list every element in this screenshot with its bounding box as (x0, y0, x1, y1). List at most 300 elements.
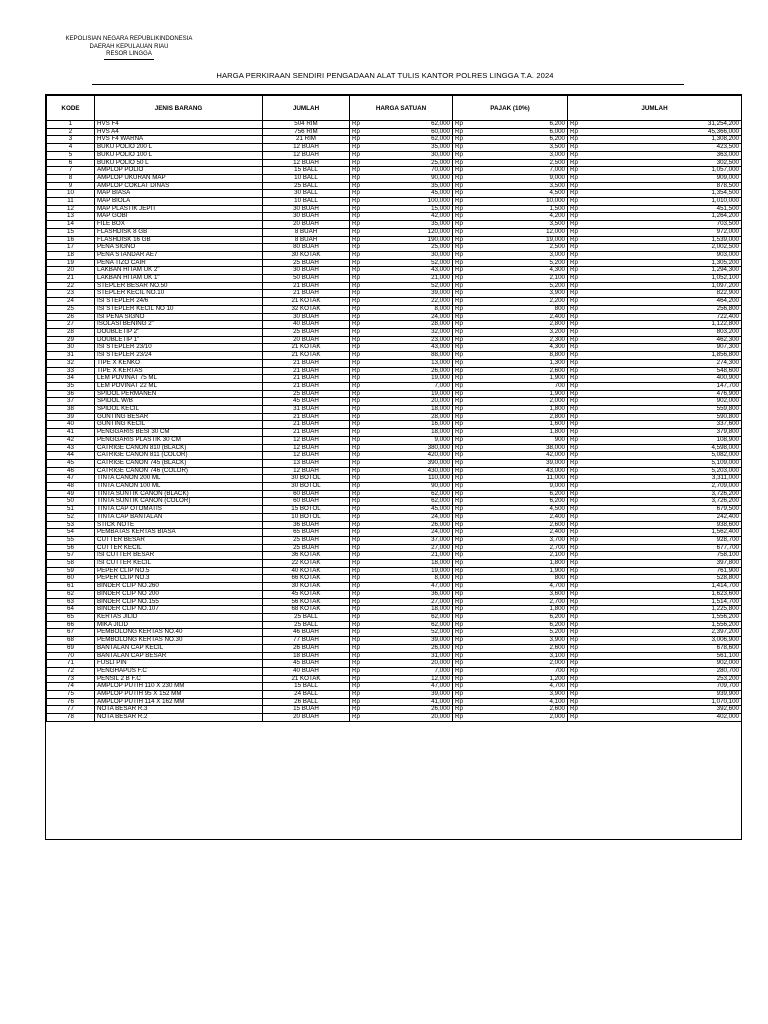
cell-jumlah: 25 BALL (263, 182, 350, 190)
cell-currency: Rp (350, 667, 366, 675)
cell-pajak: 2,400 (469, 529, 568, 537)
cell-currency: Rp (453, 652, 469, 660)
cell-jenis-barang: CATRIGE CANON 810 (BLACK) (95, 444, 263, 452)
cell-jumlah: 21 BUAH (263, 359, 350, 367)
cell-currency: Rp (350, 236, 366, 244)
cell-pajak: 2,700 (469, 598, 568, 606)
cell-currency: Rp (350, 706, 366, 714)
table-row (47, 244, 742, 252)
cell-currency: Rp (568, 544, 584, 552)
cell-harga-satuan: 36,000 (366, 590, 453, 598)
cell-total: 709,700 (584, 683, 742, 691)
cell-jumlah: 30 BUAH (263, 205, 350, 213)
cell-pajak: 2,100 (469, 275, 568, 283)
cell-pajak: 1,800 (469, 606, 568, 614)
cell-total: 1,122,800 (584, 321, 742, 329)
table-row (47, 198, 742, 206)
table-row (47, 205, 742, 213)
cell-currency: Rp (568, 251, 584, 259)
cell-jenis-barang: PENGGARIS PLASTIK 30 CM (95, 436, 263, 444)
header-harga-satuan: HARGA SATUAN (350, 96, 453, 121)
table-row (47, 513, 742, 521)
cell-kode: 10 (47, 190, 95, 198)
cell-total: 1,097,200 (584, 282, 742, 290)
cell-pajak: 3,600 (469, 590, 568, 598)
cell-currency: Rp (568, 644, 584, 652)
cell-kode: 42 (47, 436, 95, 444)
cell-currency: Rp (453, 367, 469, 375)
table-row (47, 521, 742, 529)
cell-total: 464,200 (584, 298, 742, 306)
cell-currency: Rp (350, 475, 366, 483)
cell-harga-satuan: 18,000 (366, 406, 453, 414)
cell-pajak: 3,000 (469, 251, 568, 259)
cell-harga-satuan: 120,000 (366, 228, 453, 236)
cell-currency: Rp (453, 144, 469, 152)
cell-currency: Rp (350, 352, 366, 360)
cell-currency: Rp (350, 498, 366, 506)
cell-currency: Rp (453, 567, 469, 575)
cell-currency: Rp (350, 691, 366, 699)
table-row (47, 637, 742, 645)
cell-pajak: 9,000 (469, 483, 568, 491)
cell-harga-satuan: 25,000 (366, 159, 453, 167)
cell-currency: Rp (453, 159, 469, 167)
cell-jenis-barang: ISI PENA SIGNO (95, 313, 263, 321)
table-row (47, 375, 742, 383)
cell-currency: Rp (568, 691, 584, 699)
cell-currency: Rp (350, 413, 366, 421)
cell-pajak: 3,500 (469, 144, 568, 152)
table-row (47, 536, 742, 544)
table-row (47, 583, 742, 591)
cell-harga-satuan: 35,000 (366, 182, 453, 190)
table-row (47, 683, 742, 691)
cell-jumlah: 12 BUAH (263, 144, 350, 152)
cell-jenis-barang: KERTAS JILID (95, 614, 263, 622)
cell-currency: Rp (568, 575, 584, 583)
cell-jumlah: 25 BALL (263, 621, 350, 629)
cell-harga-satuan: 9,000 (366, 436, 453, 444)
cell-currency: Rp (453, 560, 469, 568)
cell-total: 5,082,000 (584, 452, 742, 460)
cell-total: 280,700 (584, 667, 742, 675)
cell-currency: Rp (350, 313, 366, 321)
cell-jumlah: 20 BUAH (263, 714, 350, 722)
cell-currency: Rp (453, 198, 469, 206)
cell-currency: Rp (350, 344, 366, 352)
cell-currency: Rp (350, 244, 366, 252)
cell-total: 1,539,000 (584, 236, 742, 244)
table-row (47, 413, 742, 421)
cell-currency: Rp (350, 190, 366, 198)
cell-kode: 13 (47, 213, 95, 221)
cell-harga-satuan: 30,000 (366, 151, 453, 159)
cell-currency: Rp (568, 429, 584, 437)
cell-jumlah: 30 BUAH (263, 313, 350, 321)
cell-currency: Rp (453, 244, 469, 252)
cell-currency: Rp (453, 259, 469, 267)
cell-pajak: 2,000 (469, 714, 568, 722)
cell-kode: 20 (47, 267, 95, 275)
cell-currency: Rp (568, 336, 584, 344)
cell-harga-satuan: 31,000 (366, 652, 453, 660)
cell-currency: Rp (568, 567, 584, 575)
cell-pajak: 2,400 (469, 513, 568, 521)
letterhead-line-1: KEPOLISIAN NEGARA REPUBLIKINDONESIA (65, 36, 193, 42)
cell-harga-satuan: 25,000 (366, 244, 453, 252)
cell-currency: Rp (568, 313, 584, 321)
cell-pajak: 2,000 (469, 660, 568, 668)
cell-jumlah: 21 BUAH (263, 429, 350, 437)
cell-total: 302,500 (584, 159, 742, 167)
cell-currency: Rp (350, 621, 366, 629)
cell-total: 451,500 (584, 205, 742, 213)
cell-jumlah: 66 KOTAK (263, 575, 350, 583)
cell-total: 548,600 (584, 367, 742, 375)
cell-harga-satuan: 24,000 (366, 313, 453, 321)
header-pajak: PAJAK (10%) (453, 96, 568, 121)
cell-harga-satuan: 20,000 (366, 660, 453, 668)
cell-currency: Rp (568, 298, 584, 306)
cell-harga-satuan: 45,000 (366, 506, 453, 514)
cell-currency: Rp (350, 583, 366, 591)
cell-currency: Rp (350, 367, 366, 375)
cell-kode: 22 (47, 282, 95, 290)
cell-harga-satuan: 26,000 (366, 367, 453, 375)
cell-harga-satuan: 43,000 (366, 267, 453, 275)
cell-harga-satuan: 47,000 (366, 683, 453, 691)
table-row (47, 444, 742, 452)
cell-pajak: 4,200 (469, 213, 568, 221)
cell-currency: Rp (568, 259, 584, 267)
table-body (47, 121, 742, 722)
cell-jenis-barang: HVS F4 WARNA (95, 136, 263, 144)
cell-currency: Rp (350, 267, 366, 275)
cell-total: 462,300 (584, 336, 742, 344)
cell-kode: 49 (47, 490, 95, 498)
cell-harga-satuan: 62,000 (366, 121, 453, 129)
cell-jenis-barang: GUNTING BESAR (95, 413, 263, 421)
cell-harga-satuan: 420,000 (366, 452, 453, 460)
cell-harga-satuan: 26,000 (366, 644, 453, 652)
cell-kode: 16 (47, 236, 95, 244)
cell-kode: 6 (47, 159, 95, 167)
cell-pajak: 9,000 (469, 174, 568, 182)
cell-total: 3,311,000 (584, 475, 742, 483)
cell-jenis-barang: BUKU POLIO 200 L (95, 144, 263, 152)
cell-total: 2,397,200 (584, 629, 742, 637)
cell-currency: Rp (453, 228, 469, 236)
cell-harga-satuan: 27,000 (366, 544, 453, 552)
cell-kode: 24 (47, 298, 95, 306)
cell-kode: 35 (47, 382, 95, 390)
cell-total: 590,800 (584, 413, 742, 421)
table-row (47, 359, 742, 367)
cell-currency: Rp (453, 475, 469, 483)
cell-kode: 47 (47, 475, 95, 483)
cell-jumlah: 36 BUAH (263, 521, 350, 529)
table-row (47, 406, 742, 414)
cell-currency: Rp (568, 213, 584, 221)
table-row (47, 352, 742, 360)
cell-currency: Rp (453, 267, 469, 275)
cell-harga-satuan: 90,000 (366, 483, 453, 491)
cell-kode: 36 (47, 390, 95, 398)
cell-jenis-barang: BANTALAN CAP KECIL (95, 644, 263, 652)
cell-kode: 30 (47, 344, 95, 352)
cell-currency: Rp (350, 459, 366, 467)
cell-jenis-barang: ISI STEPLER 24/6 (95, 298, 263, 306)
cell-jumlah: 12 BUAH (263, 467, 350, 475)
cell-currency: Rp (350, 714, 366, 722)
cell-jenis-barang: AMPLOP PUTIH 110 X 230 MM (95, 683, 263, 691)
table-row (47, 328, 742, 336)
table-row (47, 614, 742, 622)
table-row (47, 298, 742, 306)
cell-currency: Rp (453, 621, 469, 629)
cell-pajak: 1,900 (469, 567, 568, 575)
cell-currency: Rp (453, 375, 469, 383)
cell-currency: Rp (453, 552, 469, 560)
cell-pajak: 12,000 (469, 228, 568, 236)
cell-kode: 19 (47, 259, 95, 267)
cell-kode: 57 (47, 552, 95, 560)
cell-jenis-barang: BINDER CLIP NO 200 (95, 590, 263, 598)
cell-jenis-barang: STEPLER BESAR NO.50 (95, 282, 263, 290)
cell-pajak: 2,800 (469, 413, 568, 421)
cell-jumlah: 31 BUAH (263, 406, 350, 414)
cell-currency: Rp (453, 536, 469, 544)
cell-jenis-barang: PENA SIGNO (95, 244, 263, 252)
cell-jumlah: 30 BUAH (263, 213, 350, 221)
cell-currency: Rp (568, 467, 584, 475)
header-total: JUMLAH (568, 96, 742, 121)
table-row (47, 467, 742, 475)
cell-currency: Rp (568, 698, 584, 706)
cell-currency: Rp (350, 282, 366, 290)
cell-jumlah: 12 BUAH (263, 452, 350, 460)
cell-currency: Rp (453, 691, 469, 699)
table-row (47, 167, 742, 175)
cell-total: 423,500 (584, 144, 742, 152)
cell-kode: 51 (47, 506, 95, 514)
table-row (47, 706, 742, 714)
cell-total: 253,200 (584, 675, 742, 683)
cell-harga-satuan: 39,000 (366, 637, 453, 645)
cell-currency: Rp (350, 121, 366, 129)
cell-total: 1,264,200 (584, 213, 742, 221)
cell-total: 476,900 (584, 390, 742, 398)
cell-total: 2,002,500 (584, 244, 742, 252)
cell-currency: Rp (453, 452, 469, 460)
cell-currency: Rp (568, 159, 584, 167)
cell-kode: 53 (47, 521, 95, 529)
cell-kode: 4 (47, 144, 95, 152)
cell-currency: Rp (350, 590, 366, 598)
cell-currency: Rp (453, 406, 469, 414)
cell-pajak: 2,600 (469, 367, 568, 375)
cell-currency: Rp (568, 398, 584, 406)
cell-kode: 9 (47, 182, 95, 190)
cell-pajak: 3,100 (469, 652, 568, 660)
header-kode: KODE (47, 96, 95, 121)
cell-kode: 63 (47, 598, 95, 606)
cell-total: 1,856,800 (584, 352, 742, 360)
cell-jenis-barang: MAP BIASA (95, 190, 263, 198)
cell-kode: 3 (47, 136, 95, 144)
cell-kode: 65 (47, 614, 95, 622)
cell-harga-satuan: 18,000 (366, 429, 453, 437)
cell-jenis-barang: FUSLI PIN (95, 660, 263, 668)
cell-jenis-barang: ISI STEPLER 23/24 (95, 352, 263, 360)
table-row (47, 590, 742, 598)
cell-jumlah: 18 BUAH (263, 652, 350, 660)
cell-harga-satuan: 52,000 (366, 259, 453, 267)
letterhead-line-3: RESOR LINGGA (104, 51, 154, 60)
cell-currency: Rp (568, 244, 584, 252)
table-row (47, 667, 742, 675)
cell-currency: Rp (350, 213, 366, 221)
cell-currency: Rp (568, 621, 584, 629)
cell-currency: Rp (568, 344, 584, 352)
cell-kode: 27 (47, 321, 95, 329)
cell-harga-satuan: 18,000 (366, 560, 453, 568)
cell-pajak: 4,500 (469, 190, 568, 198)
cell-kode: 46 (47, 467, 95, 475)
cell-jenis-barang: LAKBAN HITAM UK 2" (95, 267, 263, 275)
cell-currency: Rp (350, 321, 366, 329)
cell-kode: 56 (47, 544, 95, 552)
table-row (47, 675, 742, 683)
cell-jumlah: 25 BUAH (263, 536, 350, 544)
cell-currency: Rp (350, 136, 366, 144)
cell-jumlah: 21 KOTAK (263, 344, 350, 352)
letterhead (49, 36, 209, 60)
cell-pajak: 4,300 (469, 344, 568, 352)
cell-kode: 75 (47, 691, 95, 699)
cell-total: 803,200 (584, 328, 742, 336)
cell-currency: Rp (453, 390, 469, 398)
price-table (46, 95, 742, 722)
cell-total: 939,900 (584, 691, 742, 699)
cell-pajak: 5,200 (469, 259, 568, 267)
cell-jenis-barang: CUTTER BESAR (95, 536, 263, 544)
table-row (47, 382, 742, 390)
cell-pajak: 5,200 (469, 282, 568, 290)
cell-kode: 70 (47, 652, 95, 660)
cell-harga-satuan: 18,000 (366, 606, 453, 614)
cell-currency: Rp (350, 328, 366, 336)
cell-currency: Rp (453, 667, 469, 675)
cell-currency: Rp (350, 529, 366, 537)
cell-jenis-barang: ISOLASI BENING 2" (95, 321, 263, 329)
cell-currency: Rp (568, 629, 584, 637)
cell-jumlah: 30 BUAH (263, 267, 350, 275)
cell-currency: Rp (350, 513, 366, 521)
cell-total: 761,900 (584, 567, 742, 575)
cell-jenis-barang: PEMBATAS KERTAS BIASA (95, 529, 263, 537)
table-row (47, 159, 742, 167)
cell-jumlah: 12 BUAH (263, 159, 350, 167)
cell-currency: Rp (568, 236, 584, 244)
cell-pajak: 3,900 (469, 290, 568, 298)
cell-jenis-barang: TINTA CAP BANTALAN (95, 513, 263, 521)
cell-currency: Rp (453, 529, 469, 537)
cell-harga-satuan: 32,000 (366, 328, 453, 336)
cell-jenis-barang: ISI CUTTER BESAR (95, 552, 263, 560)
cell-jenis-barang: SPIDOL PERMANEN (95, 390, 263, 398)
cell-currency: Rp (453, 128, 469, 136)
cell-jumlah: 25 BUAH (263, 259, 350, 267)
cell-currency: Rp (453, 429, 469, 437)
cell-jumlah: 24 BALL (263, 691, 350, 699)
cell-kode: 32 (47, 359, 95, 367)
cell-currency: Rp (453, 583, 469, 591)
cell-total: 45,366,000 (584, 128, 742, 136)
cell-pajak: 1,900 (469, 390, 568, 398)
cell-kode: 11 (47, 198, 95, 206)
cell-kode: 61 (47, 583, 95, 591)
cell-currency: Rp (350, 205, 366, 213)
cell-currency: Rp (453, 282, 469, 290)
cell-currency: Rp (453, 483, 469, 491)
cell-pajak: 11,000 (469, 475, 568, 483)
cell-jenis-barang: TINTA CANON 100 ML (95, 483, 263, 491)
cell-currency: Rp (350, 660, 366, 668)
cell-total: 902,000 (584, 398, 742, 406)
cell-currency: Rp (453, 398, 469, 406)
cell-jenis-barang: AMPLOP PUTIH 114 X 162 MM (95, 698, 263, 706)
cell-jenis-barang: AMPLOP POLIO (95, 167, 263, 175)
cell-pajak: 39,000 (469, 459, 568, 467)
cell-currency: Rp (568, 136, 584, 144)
cell-currency: Rp (568, 321, 584, 329)
cell-currency: Rp (350, 305, 366, 313)
cell-currency: Rp (350, 675, 366, 683)
cell-total: 147,700 (584, 382, 742, 390)
cell-jenis-barang: TIPE X KERTAS (95, 367, 263, 375)
cell-currency: Rp (568, 706, 584, 714)
cell-total: 878,500 (584, 182, 742, 190)
cell-harga-satuan: 28,000 (366, 413, 453, 421)
cell-kode: 38 (47, 406, 95, 414)
cell-jumlah: 22 KOTAK (263, 560, 350, 568)
cell-total: 722,400 (584, 313, 742, 321)
cell-currency: Rp (568, 190, 584, 198)
cell-total: 108,900 (584, 436, 742, 444)
cell-jumlah: 21 RIM (263, 136, 350, 144)
cell-currency: Rp (453, 251, 469, 259)
cell-currency: Rp (350, 390, 366, 398)
cell-pajak: 1,800 (469, 406, 568, 414)
cell-jumlah: 45 BUAH (263, 660, 350, 668)
cell-currency: Rp (568, 490, 584, 498)
cell-jenis-barang: PENA TIZO CAIR (95, 259, 263, 267)
cell-total: 256,800 (584, 305, 742, 313)
cell-jumlah: 15 BALL (263, 167, 350, 175)
cell-kode: 68 (47, 637, 95, 645)
cell-kode: 58 (47, 560, 95, 568)
table-row (47, 421, 742, 429)
table-row (47, 213, 742, 221)
cell-total: 3,726,200 (584, 498, 742, 506)
cell-currency: Rp (453, 459, 469, 467)
cell-total: 677,700 (584, 544, 742, 552)
cell-total: 1,414,700 (584, 583, 742, 591)
cell-total: 822,900 (584, 290, 742, 298)
cell-currency: Rp (350, 259, 366, 267)
